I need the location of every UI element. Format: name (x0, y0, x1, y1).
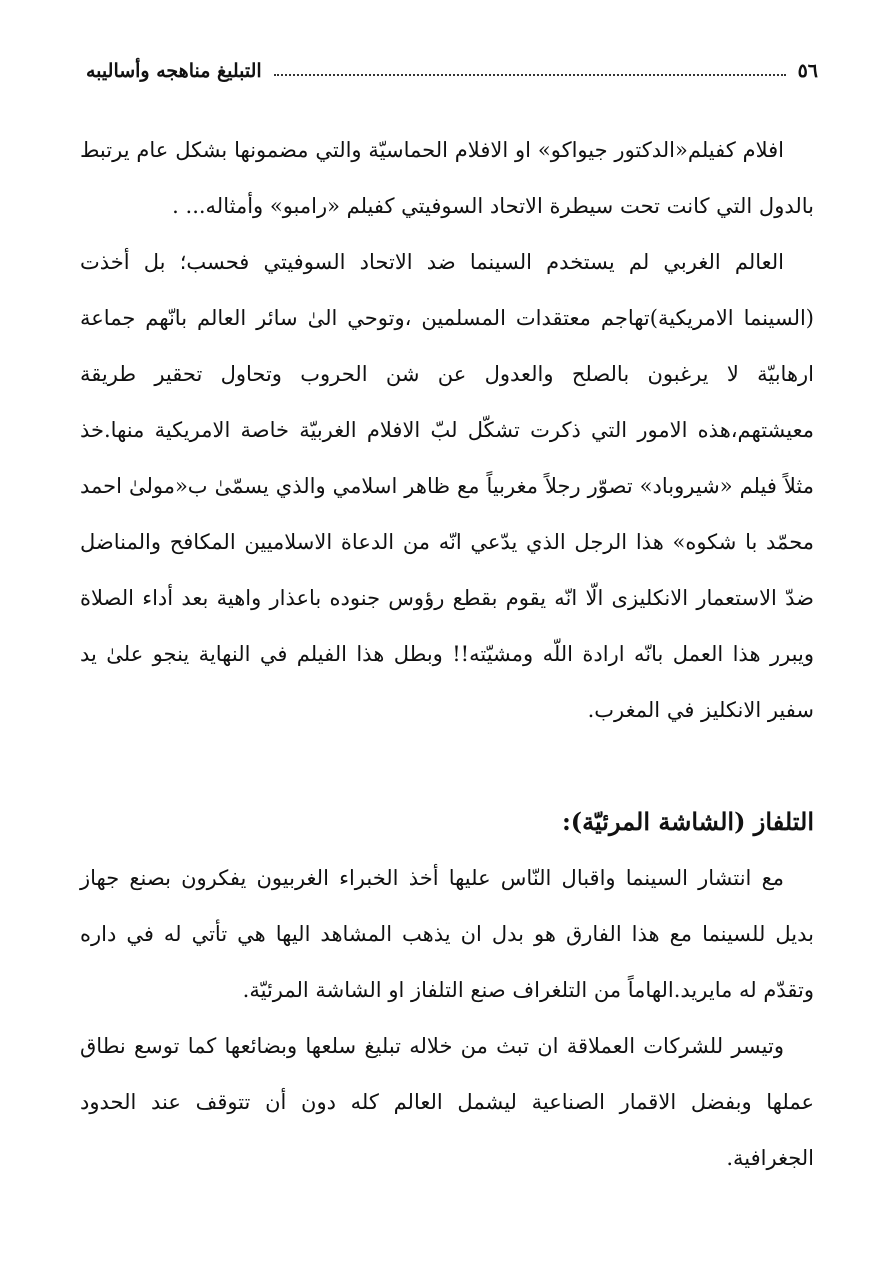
running-header (86, 56, 818, 86)
header-dot-leader (274, 74, 786, 76)
paragraph-western-cinema: العالم الغربي لم يستخدم السينما ضد الاتحاد السوفيتي فحسب؛ بل أخذت (السينما الامريكية)تهاجم معتقدات المسلمين ،وتوحي الىٰ سائر العالم بانّهم جماعة ارهابيّة لا يرغبون بالصلح والعدول عن شن الحروب وتحاول تحقير طريقة معيشتهم،هذه الامور التي ذكرت تشكّل لبّ الافلام الغربيّة خاصة الامريكية منها.خذ مثلاً فيلم «شيروباد» تصوّر رجلاً مغربياً مع ظاهر اسلامي والذي يسمّىٰ ب«مولىٰ احمد محمّد با شكوه» هذا الرجل الذي يدّعي انّه من الدعاة الاسلاميين المكافح والمناضل ضدّ الاستعمار الانكليزى الّا انّه يقوم بقطع رؤوس جنوده باعذار واهية بعد أداء الصلاة ويبرر هذا العمل بانّه ارادة اللّه ومشيّته!! وبطل هذا الفيلم في النهاية ينجو علىٰ يد سفير الانكليز في المغرب. (80, 250, 814, 722)
page-number: ٥٦ (797, 60, 818, 82)
running-title: التبليغ مناهجه وأساليبه (86, 60, 262, 82)
paragraph-television-origin: مع انتشار السينما واقبال النّاس عليها أخذ الخبراء الغربيون يفكرون بصنع جهاز بديل للسينما مع هذا الفارق هو بدل ان يذهب المشاهد اليها هي تأتي له في داره وتقدّم له مايريد.الهاماً من التلغراف صنع التلفاز او الشاشة المرئيّة. (80, 866, 814, 1002)
page-body (80, 122, 814, 1186)
section-heading-television: التلفاز (الشاشة المرئيّة): (561, 807, 814, 836)
paragraph-films-intro: افلام كفيلم«الدكتور جيواكو» او الافلام الحماسيّة والتي مضمونها بشكل عام يرتبط بالدول التي كانت تحت سيطرة الاتحاد السوفيتي كفيلم «رامبو» وأمثاله... . (80, 138, 814, 218)
paragraph-television-companies: وتيسر للشركات العملاقة ان تبث من خلاله تبليغ سلعها وبضائعها كما توسع نطاق عملها وبفضل الاقمار الصناعية ليشمل العالم كله دون أن تتوقف عند الحدود الجغرافية. (80, 1034, 814, 1170)
